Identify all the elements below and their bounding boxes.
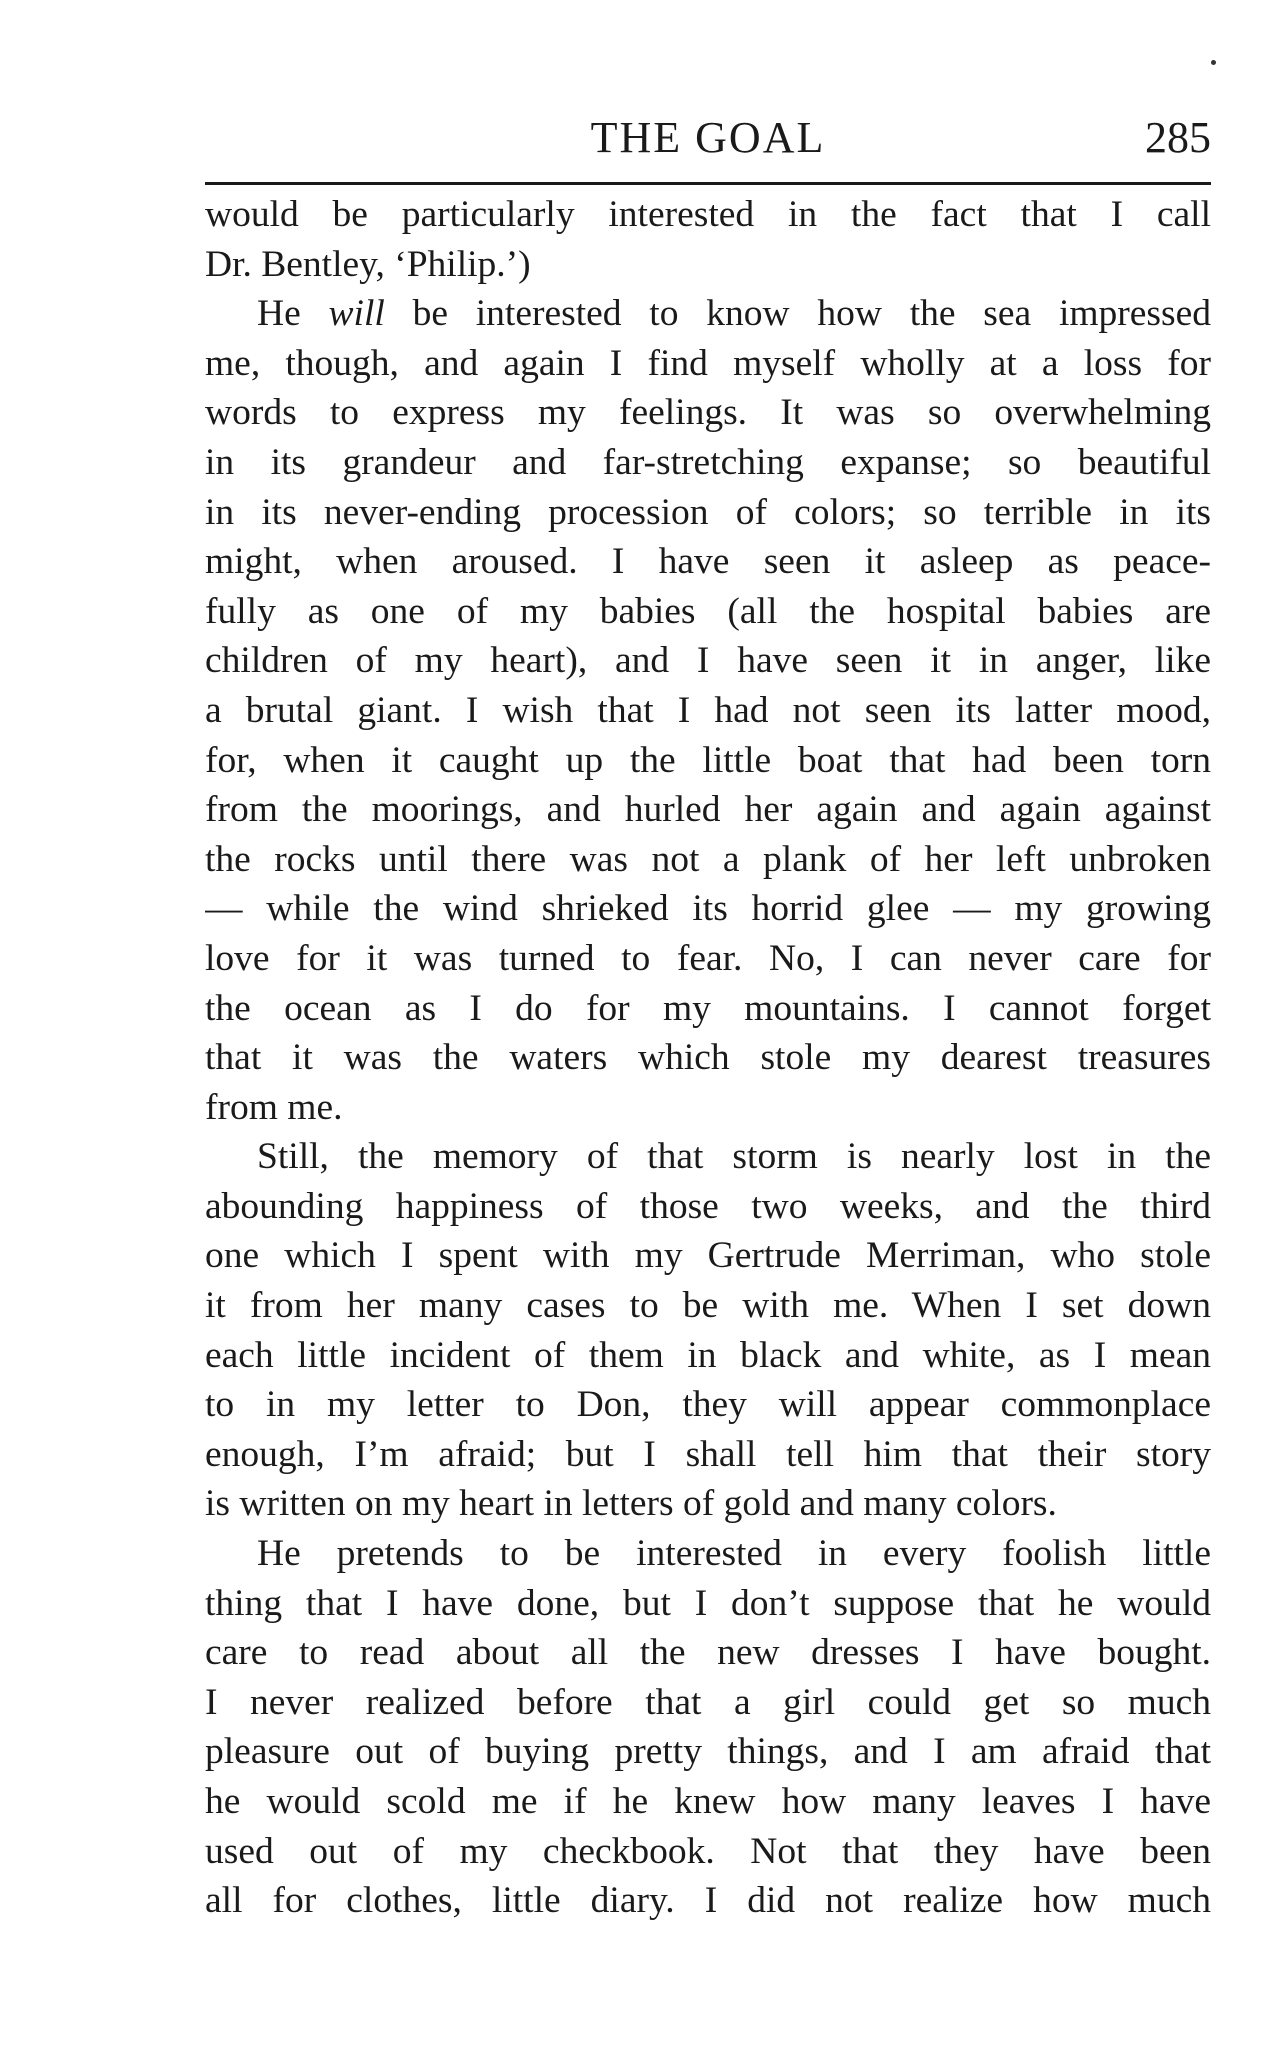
- text-line: me, though, and again I find myself wholly at a loss for: [205, 342, 1211, 384]
- text-line: from the moorings, and hurled her again and again against: [205, 789, 1211, 831]
- text-line: fully as one of my babies (all the hospital babies are: [205, 590, 1211, 632]
- text-line: in its never-ending procession of colors; so terrible in its: [205, 491, 1211, 533]
- text-line: words to express my feelings. It was so overwhelming: [205, 392, 1211, 434]
- text-line: love for it was turned to fear. No, I can never care for: [205, 937, 1211, 979]
- header-rule: [205, 182, 1211, 185]
- text-line: he would scold me if he knew how many leaves I have: [205, 1781, 1211, 1822]
- text-line: He will be interested to know how the sea impressed: [257, 293, 1211, 335]
- text-line: would be particularly interested in the fact that I call: [205, 194, 1211, 235]
- text-line: from me.: [205, 1086, 343, 1128]
- text-line: to in my letter to Don, they will appear commonplace: [205, 1384, 1211, 1426]
- text-line: Dr. Bentley, ‘Philip.’): [205, 243, 531, 285]
- emphasis: will: [328, 293, 385, 335]
- page-number: 285: [1145, 113, 1211, 162]
- text-line: is written on my heart in letters of gold and many colors.: [205, 1483, 1057, 1525]
- text-line: abounding happiness of those two weeks, and the third: [205, 1185, 1211, 1227]
- text-line: might, when aroused. I have seen it asleep as peace-: [205, 541, 1211, 583]
- text-line: each little incident of them in black and white, as I mean: [205, 1334, 1211, 1376]
- print-speck: [1211, 60, 1216, 65]
- text-line: I never realized before that a girl could get so much: [205, 1681, 1211, 1723]
- body-text: [205, 190, 1211, 1926]
- page-header: [205, 112, 1211, 172]
- text-line: thing that I have done, but I don’t suppose that he would: [205, 1582, 1211, 1624]
- text-line: pleasure out of buying pretty things, and I am afraid that: [205, 1731, 1211, 1773]
- text-line: — while the wind shrieked its horrid glee — my growing: [205, 888, 1211, 930]
- text-line: He pretends to be interested in every foolish little: [257, 1533, 1211, 1575]
- text-line: used out of my checkbook. Not that they have been: [205, 1830, 1211, 1872]
- text-line: enough, I’m afraid; but I shall tell him that their story: [205, 1433, 1211, 1475]
- text-line: all for clothes, little diary. I did not realize how much: [205, 1880, 1211, 1922]
- text-line: Still, the memory of that storm is nearly lost in the: [257, 1136, 1211, 1178]
- text-line: the ocean as I do for my mountains. I cannot forget: [205, 987, 1211, 1029]
- text-line: one which I spent with my Gertrude Merriman, who stole: [205, 1235, 1211, 1277]
- text-line: children of my heart), and I have seen it in anger, like: [205, 640, 1211, 682]
- text-line: in its grandeur and far-stretching expanse; so beautiful: [205, 441, 1211, 483]
- text-line: for, when it caught up the little boat that had been torn: [205, 739, 1211, 781]
- text-line: that it was the waters which stole my dearest treasures: [205, 1037, 1211, 1079]
- text-line: care to read about all the new dresses I have bought.: [205, 1632, 1211, 1674]
- text-line: a brutal giant. I wish that I had not seen its latter mood,: [205, 689, 1211, 731]
- running-title: THE GOAL: [590, 113, 826, 162]
- text-line: the rocks until there was not a plank of her left unbroken: [205, 838, 1211, 880]
- text-line: it from her many cases to be with me. When I set down: [205, 1285, 1211, 1327]
